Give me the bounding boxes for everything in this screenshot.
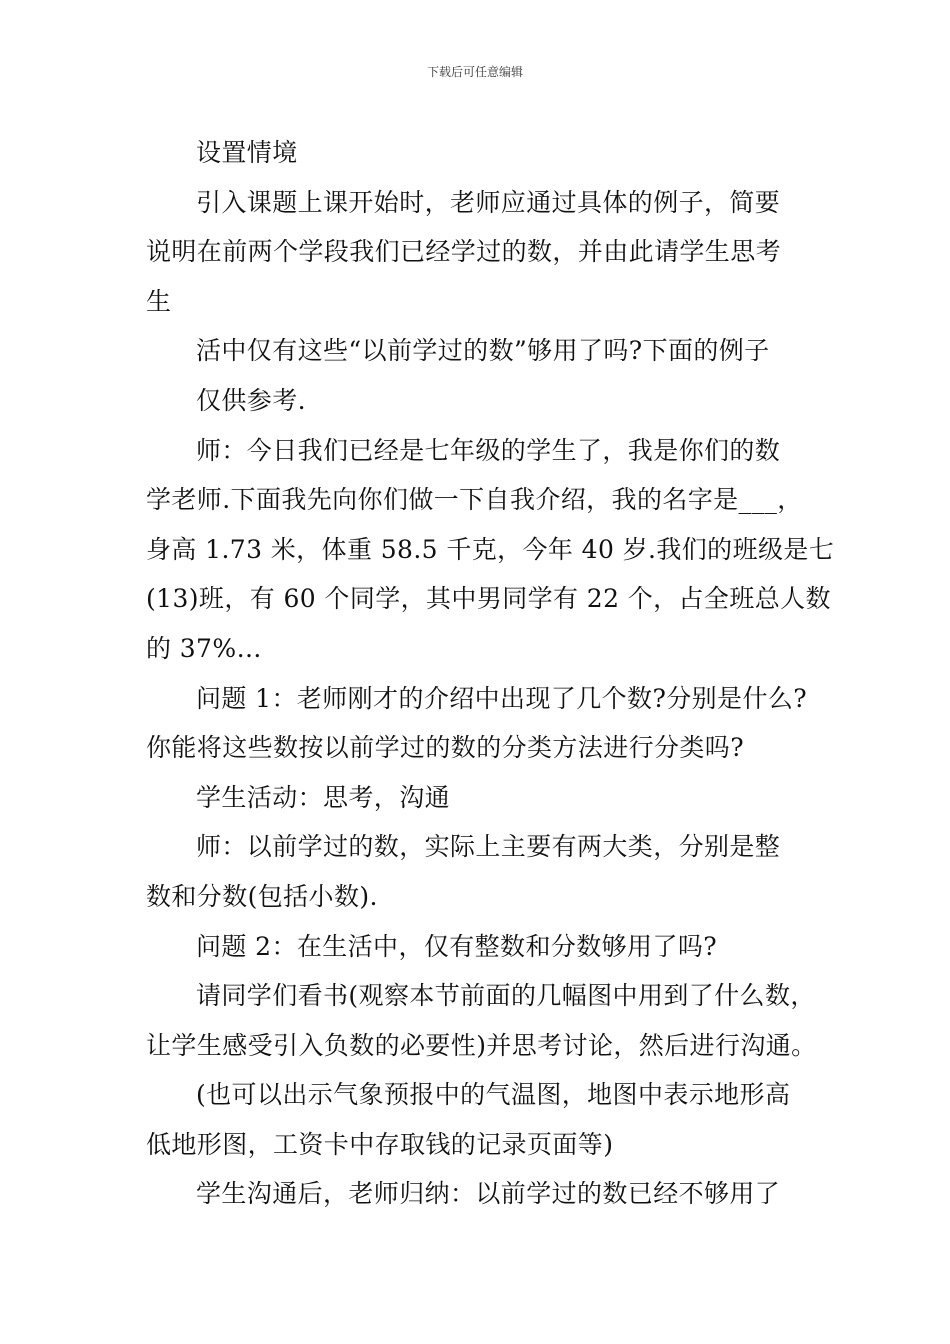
text-line: 活中仅有这些“以前学过的数”够用了吗?下面的例子	[196, 336, 770, 366]
text-line: 仅供参考.	[196, 385, 306, 415]
text-line: 请同学们看书(观察本节前面的几幅图中用到了什么数，	[196, 981, 816, 1011]
text-line: 学生沟通后，老师归纳：以前学过的数已经不够用了	[196, 1179, 781, 1209]
text-line: 身高 1.73 米，体重 58.5 千克，今年 40 岁.我们的班级是七	[146, 534, 835, 564]
text-line: (也可以出示气象预报中的气温图，地图中表示地形高	[196, 1080, 791, 1110]
text-line: 让学生感受引入负数的必要性)并思考讨论，然后进行沟通。	[146, 1030, 817, 1060]
text-line: 学老师.下面我先向你们做一下自我介绍，我的名字是___，	[146, 485, 803, 515]
text-line: 生	[146, 286, 172, 316]
text-line: 问题 1：老师刚才的介绍中出现了几个数?分别是什么?	[196, 683, 808, 713]
document-body	[146, 128, 835, 1219]
text-line: 学生活动：思考，沟通	[196, 782, 451, 812]
text-line: 引入课题上课开始时，老师应通过具体的例子，简要	[196, 187, 781, 217]
text-line: 说明在前两个学段我们已经学过的数，并由此请学生思考	[146, 237, 782, 267]
text-line: 你能将这些数按以前学过的数的分类方法进行分类吗?	[146, 733, 745, 763]
text-line: 问题 2：在生活中，仅有整数和分数够用了吗?	[196, 931, 718, 961]
text-line: 低地形图，工资卡中存取钱的记录页面等)	[146, 1129, 614, 1159]
text-line: 师：今日我们已经是七年级的学生了，我是你们的数	[196, 435, 781, 465]
text-line: 师：以前学过的数，实际上主要有两大类，分别是整	[196, 832, 781, 862]
text-line: 设置情境	[196, 138, 298, 167]
page-header: 下载后可任意编辑	[426, 65, 523, 79]
text-line: 的 37%…	[146, 633, 262, 663]
text-line: (13)班，有 60 个同学，其中男同学有 22 个，占全班总人数	[146, 584, 831, 614]
text-line: 数和分数(包括小数).	[146, 881, 378, 911]
